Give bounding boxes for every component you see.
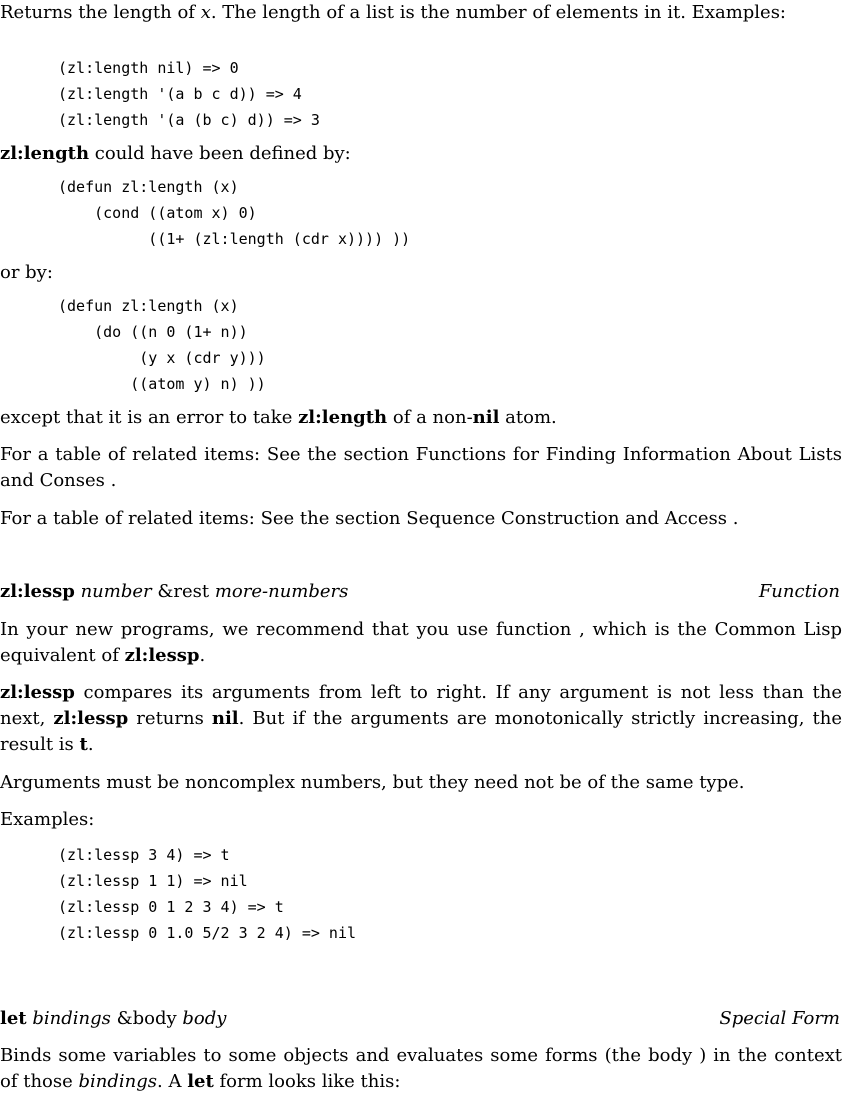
argument-name: bindings (78, 1071, 158, 1092)
entry-kind-label: Special Form (719, 1008, 840, 1029)
let-signature (0, 1006, 226, 1032)
length-intro-paragraph (0, 0, 842, 26)
lessp-signature (0, 579, 348, 605)
text-run: returns (128, 708, 212, 729)
text-run: form looks like this: (213, 1071, 401, 1092)
function-name: zl:lessp (53, 708, 129, 729)
text-run: . (199, 645, 206, 666)
text-run: except that it is an error to take (0, 407, 299, 428)
lessp-recommend-paragraph (0, 617, 842, 669)
nil-keyword: nil (472, 407, 500, 428)
text-run: In your new programs, we recommend that you use function , which is the Common Lisp equivalent of (0, 619, 842, 666)
text-run: atom. (499, 407, 557, 428)
let-binds-paragraph (0, 1043, 842, 1095)
lessp-examples-label: Examples: (0, 809, 95, 830)
special-form-name: let (187, 1071, 214, 1092)
length-except-paragraph (0, 405, 842, 431)
argument-name: more-numbers (214, 581, 349, 602)
length-definition-cond-code: (defun zl:length (x) (cond ((atom x) 0) ((1+ (zl:length (cdr x)))) )) (58, 178, 411, 248)
lambda-keyword: &body (116, 1008, 177, 1029)
function-name: zl:length (298, 407, 388, 428)
text-run: of a non- (387, 407, 473, 428)
related-items-lists-paragraph: For a table of related items: See the section Functions for Finding Information About Lists and Conses . (0, 444, 842, 491)
text-run: compares its arguments from left to right. If any argument is not less than the next, (0, 682, 842, 729)
arg-x: x (200, 2, 211, 23)
text-run: Returns the length of (0, 2, 201, 23)
lambda-keyword: &rest (157, 581, 210, 602)
length-definition-do-code: (defun zl:length (x) (do ((n 0 (1+ n)) (y x (cdr y))) ((atom y) n) )) (58, 297, 266, 393)
lessp-args-note-paragraph: Arguments must be noncomplex numbers, but they need not be of the same type. (0, 772, 745, 793)
or-by-paragraph: or by: (0, 262, 53, 283)
entry-kind-label: Function (758, 581, 840, 602)
function-name: zl:length (0, 143, 90, 164)
special-form-name: let (0, 1008, 27, 1029)
lessp-compares-paragraph (0, 680, 842, 758)
function-name: zl:lessp (124, 645, 200, 666)
text-run: . The length of a list is the number of elements in it. Examples: (210, 2, 786, 23)
function-name: zl:lessp (0, 581, 75, 602)
argument-name: body (182, 1008, 227, 1029)
text-run: . A (157, 1071, 188, 1092)
t-keyword: t (79, 734, 88, 755)
related-items-sequence-paragraph: For a table of related items: See the section Sequence Construction and Access . (0, 508, 739, 529)
lessp-examples-code: (zl:lessp 3 4) => t (zl:lessp 1 1) => nil (zl:lessp 0 1 2 3 4) => t (zl:lessp 0 1.0 5/2 3 2 4) => nil (58, 846, 357, 942)
text-run: could have been defined by: (89, 143, 351, 164)
text-run: . But if the arguments are monotonically strictly increasing, the result is (0, 708, 842, 755)
argument-name: bindings (32, 1008, 111, 1029)
text-run: . (87, 734, 94, 755)
nil-keyword: nil (211, 708, 239, 729)
text-run: Binds some variables to some objects and evaluates some forms (the body ) in the context of those (0, 1045, 842, 1092)
length-defined-by-paragraph (0, 141, 842, 167)
let-entry-header (0, 1006, 842, 1032)
length-examples-code: (zl:length nil) => 0 (zl:length '(a b c d)) => 4 (zl:length '(a (b c) d)) => 3 (58, 59, 320, 129)
argument-name: number (80, 581, 152, 602)
lessp-entry-header (0, 579, 842, 605)
function-name: zl:lessp (0, 682, 75, 703)
